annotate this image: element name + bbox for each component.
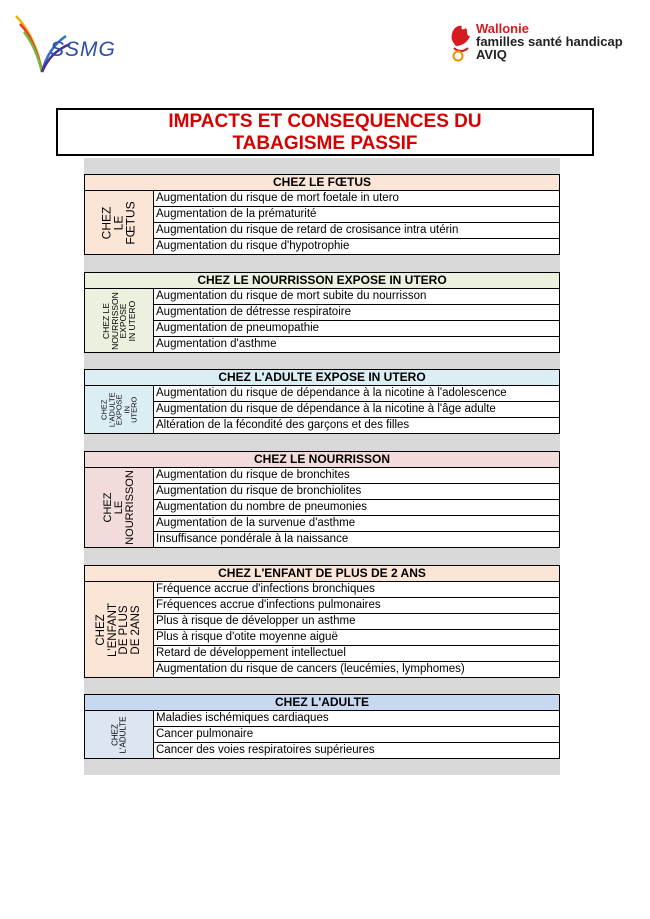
list-item: Augmentation du risque de retard de crosisance intra utérin [154,223,560,239]
section-header: CHEZ LE NOURRISSON EXPOSE IN UTERO [84,272,560,289]
ssmg-logo-text: SSMG [50,38,116,61]
list-item: Cancer pulmonaire [154,727,560,743]
side-label-text: CHEZ L'ADULTE EXPOSE IN UTERO [99,392,139,427]
list-item: Augmentation du risque de dépendance à la nicotine à l'adolescence [154,386,560,402]
title-line-2: TABAGISME PASSIF [232,133,418,154]
list-item: Augmentation du risque de bronchites [154,468,560,484]
section-header: CHEZ L'ADULTE [84,694,560,711]
list-item: Fréquences accrue d'infections pulmonaires [154,598,560,614]
side-label-text: CHEZ L'ADULTE [109,716,127,753]
side-label-text: CHEZ LE NOURRISSON [101,470,136,545]
side-label [84,468,154,548]
list-item: Cancer des voies respiratoires supérieures [154,743,560,759]
aviq-logo [448,22,638,68]
side-label [84,289,154,353]
section-adulte-expose-in-utero [84,369,560,434]
title-line-1: IMPACTS ET CONSEQUENCES DU [168,111,482,132]
section-nourrisson [84,451,560,548]
section-header: CHEZ L'ENFANT DE PLUS DE 2 ANS [84,565,560,582]
list-item: Augmentation de détresse respiratoire [154,305,560,321]
side-label [84,386,154,434]
list-item: Retard de développement intellectuel [154,646,560,662]
list-item: Augmentation de pneumopathie [154,321,560,337]
list-item: Maladies ischémiques cardiaques [154,711,560,727]
list-item: Augmentation du risque de dépendance à la nicotine à l'âge adulte [154,402,560,418]
side-label-text: CHEZ LE NOURRISSON EXPOSE IN UTERO [101,291,137,350]
section-nourrisson-expose-in-utero [84,272,560,353]
section-adulte [84,694,560,759]
list-item: Altération de la fécondité des garçons et des filles [154,418,560,434]
section-enfant-plus-de-2-ans [84,565,560,678]
ssmg-logo [14,12,144,76]
section-foetus [84,174,560,255]
list-item: Augmentation de la prématurité [154,207,560,223]
aviq-text: AVIQ [476,47,507,62]
list-item: Fréquence accrue d'infections bronchiques [154,582,560,598]
side-label [84,711,154,759]
page-title [56,108,594,156]
list-item: Augmentation du risque d'hypotrophie [154,239,560,255]
wallonie-text: Wallonie [476,21,529,36]
section-header: CHEZ LE FŒTUS [84,174,560,191]
list-item: Augmentation d'asthme [154,337,560,353]
list-item: Augmentation du risque de mort foetale in utero [154,191,560,207]
section-header: CHEZ LE NOURRISSON [84,451,560,468]
list-item: Augmentation du risque de mort subite du nourrisson [154,289,560,305]
familles-sante-handicap-text: familles santé handicap [476,34,623,49]
side-label-text: CHEZ L'ENFANT DE PLUS DE 2ANS [95,602,142,657]
list-item: Augmentation du risque de cancers (leucémies, lymphomes) [154,662,560,678]
wallonie-rooster-icon [448,22,474,62]
list-item: Plus à risque d'otite moyenne aiguë [154,630,560,646]
section-header: CHEZ L'ADULTE EXPOSE IN UTERO [84,369,560,386]
side-label-text: CHEZ LE FŒTUS [100,200,138,245]
list-item: Augmentation du nombre de pneumonies [154,500,560,516]
list-item: Insuffisance pondérale à la naissance [154,532,560,548]
list-item: Augmentation du risque de bronchiolites [154,484,560,500]
side-label [84,191,154,255]
side-label [84,582,154,678]
list-item: Plus à risque de développer un asthme [154,614,560,630]
list-item: Augmentation de la survenue d'asthme [154,516,560,532]
